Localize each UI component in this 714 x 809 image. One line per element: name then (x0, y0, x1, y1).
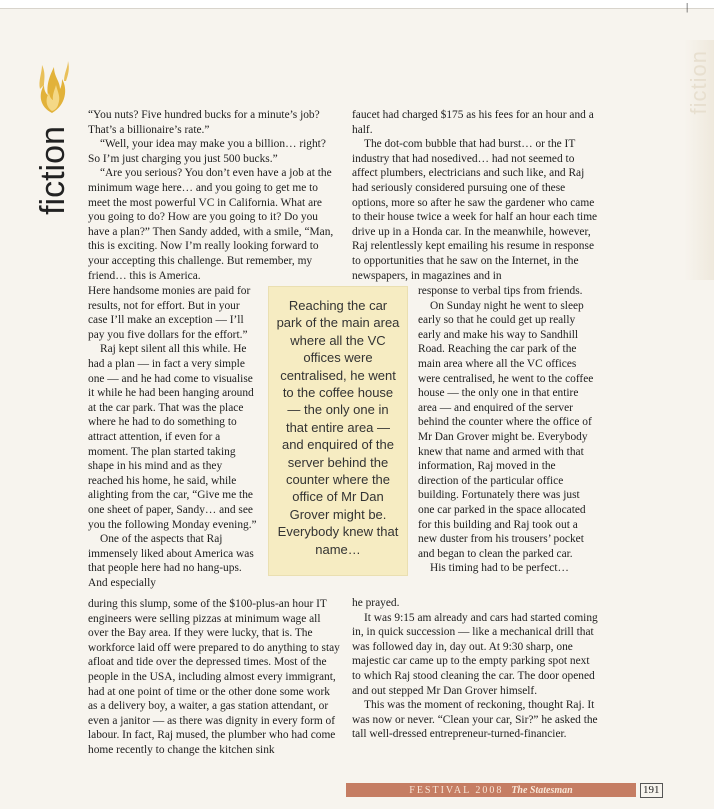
paragraph: Here handsome monies are paid for results, not for effort. But in your case I’ll make an exception — I’ll pay you five dollars for the effort.” (88, 285, 251, 341)
paragraph: during this slump, some of the $100-plus-an hour IT engineers were selling pizzas at minimum wage all over the Bay area. If they were lucky, that is. The workforce laid off were prepared to do anything to stay afloat and tide over the depressed times. Most of the people in the USA, including almost every immigrant, had at one point of time or the other done some work as a delivery boy, a waiter, a gas station attendant, or even a janitor — as there was dignity in every form of labour. In fact, Raj mused, the plumber who had come home recently to change the kitchen sink (88, 598, 340, 756)
left-column-narrow (88, 284, 258, 590)
paragraph: faucet had charged $175 as his fees for an hour and a half. (352, 109, 594, 136)
right-column-narrow (418, 284, 598, 576)
corner-mark: | (686, 1, 689, 13)
left-column-top (88, 108, 338, 283)
footer-brand: The Statesman (511, 784, 573, 796)
paragraph: The dot-com bubble that had burst… or the IT industry that had nosedived… had not seemed to affect plumbers, electricians and such like, and Raj had seriously considered pursuing one of these options, more so after he saw the gardener who came to their house twice a week for half an hour each time drive up in a Honda car. In the meanwhile, however, Raj relentlessly kept emailing his resume in response to opportunities that he saw on the Internet, in the newspapers, in magazines and in (352, 138, 598, 282)
paragraph: “You nuts? Five hundred bucks for a minute’s job? That’s a billionaire’s rate.” (88, 109, 320, 136)
paragraph: It was 9:15 am already and cars had started coming in, in quick succession — like a mechanical drill that was followed day in, day out. At 9:30 sharp, one majestic car came up to the empty parking spot next to which Raj stood cleaning the car. The door opened and out stepped Mr Dan Grover himself. (352, 611, 598, 697)
page-footer (346, 781, 676, 799)
paragraph: This was the moment of reckoning, thought Raj. It was now or never. “Clean your car, Sir?” he asked the tall well-dressed entrepreneur-turned-financier. (352, 699, 598, 741)
paragraph: Raj kept silent all this while. He had a plan — in fact a very simple one — and he had come to visualise it while he had been hanging around at the car park. That was the place where he had to do something to attract attention, if even for a moment. The plan started taking shape in his mind and as they reached his home, he said, while alighting from the car, “Give me the one sheet of paper, Sandy… and see you the following Monday evening.” (88, 343, 257, 531)
left-column-bottom (88, 597, 340, 758)
section-label (28, 115, 78, 225)
footer-festival: FESTIVAL 2008 (409, 784, 504, 796)
flame-icon (30, 55, 74, 115)
pull-quote: Reaching the car park of the main area where all the VC offices were centralised, he went to the coffee house — the only one in that entire area — and enquired of the server behind the counter where the office of Mr Dan Grover might be. Everybody knew that name… (268, 286, 408, 576)
paragraph: “Well, your idea may make you a billion… right? So I’m just charging you just 500 bucks.” (88, 138, 326, 165)
paragraph: he prayed. (352, 597, 400, 609)
footer-bar (346, 783, 636, 797)
page-number: 191 (640, 783, 663, 798)
paragraph: One of the aspects that Raj immensely liked about America was that people here had no hang-ups. And especially (88, 533, 254, 589)
right-column-top (352, 108, 598, 283)
paragraph: response to verbal tips from friends. (418, 285, 583, 297)
right-page-bleed: fiction (684, 40, 714, 280)
right-column-bottom (352, 596, 598, 742)
paragraph: His timing had to be perfect… (430, 562, 569, 575)
page-top-edge (0, 0, 714, 9)
section-label-text: fiction (33, 125, 72, 215)
paragraph: On Sunday night he went to sleep early so that he could get up really early and make his way to Sandhill Road. Reaching the car park of the main area where all the VC offices were centralised, he went to the coffee house — the only one in that entire area — and enquired of the server behind the counter where the office of Mr Dan Grover might be. Everybody knew that name and armed with that information, Raj moved in the direction of the particular office building. Fortunately there was just one car parked in the space allocated for this building and Raj took out a new duster from his trousers’ pocket and began to clean the parked car. (418, 299, 594, 560)
paragraph: “Are you serious? You don’t even have a job at the minimum wage here… and you going to get me to meet the most powerful VC in California. What are you going to do? How are you going to it? Do you have a plan?” Then Sandy added, with a smile, “Man, this is exciting. Now I’m really looking forward to your accepting this challenge. But remember, my friend… this is America. (88, 167, 334, 282)
